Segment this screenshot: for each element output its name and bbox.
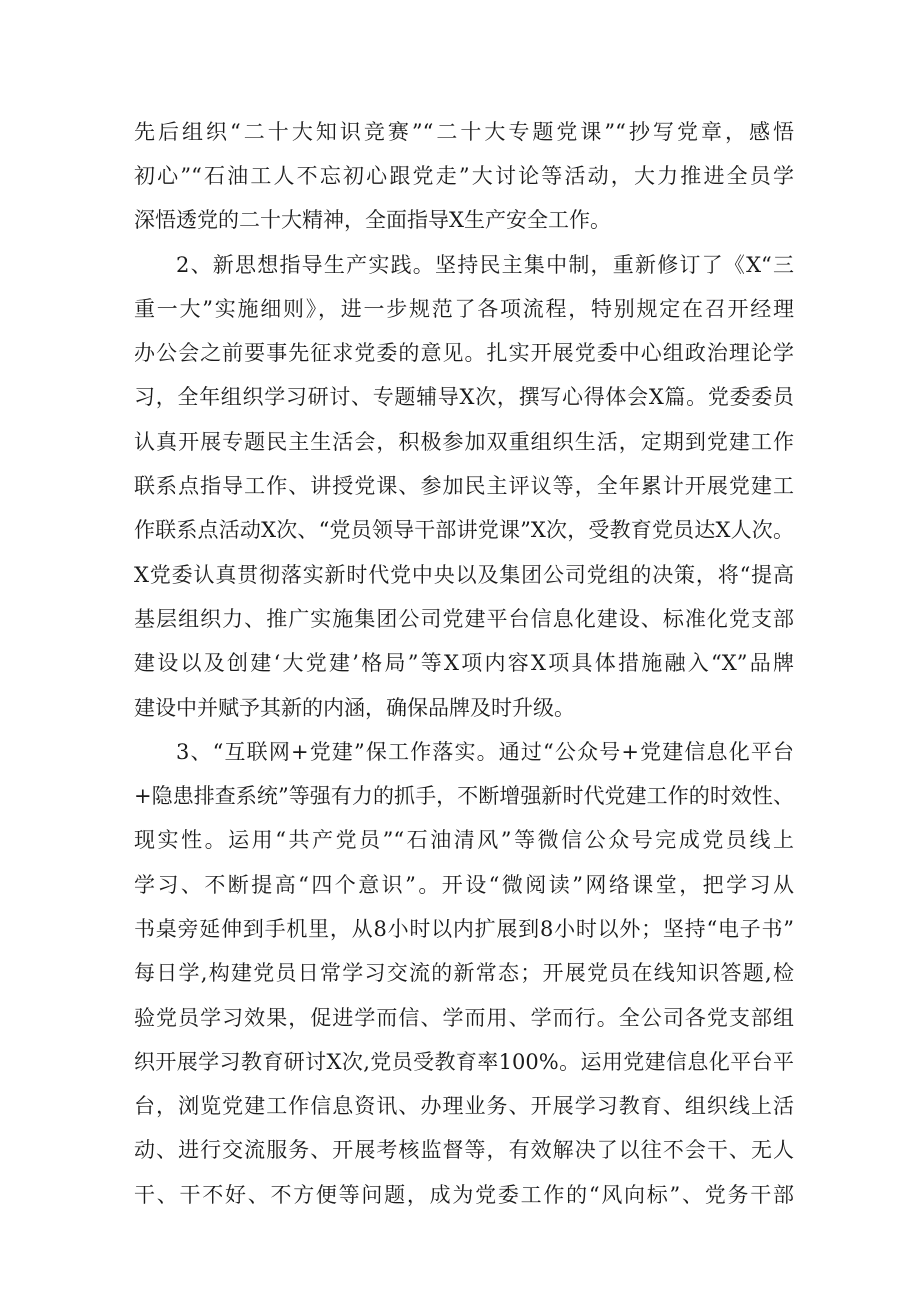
text-line: 动、进行交流服务、开展考核监督等，有效解决了以往不会干、无人 — [134, 1138, 794, 1162]
text-line: 联系点指导工作、讲授党课、参加民主评议等，全年累计开展党建工 — [134, 474, 794, 498]
text-line: 验党员学习效果，促进学而信、学而用、学而行。全公司各党支部组 — [134, 1006, 794, 1030]
text-line: 认真开展专题民主生活会，积极参加双重组织生活，定期到党建工作 — [134, 430, 794, 454]
text-line: X党委认真贯彻落实新时代党中央以及集团公司党组的决策，将“提高 — [134, 563, 794, 587]
text-line: 基层组织力、推广实施集团公司党建平台信息化建设、标准化党支部 — [134, 607, 794, 631]
text-line: 办公会之前要事先征求党委的意见。扎实开展党委中心组政治理论学 — [134, 341, 794, 365]
text-line: 建设中并赋予其新的内涵，确保品牌及时升级。 — [134, 696, 575, 720]
text-line: 建设以及创建‘大党建’格局”等X项内容X项具体措施融入“X”品牌 — [134, 651, 794, 675]
text-line: 作联系点活动X次、“党员领导干部讲党课”X次，受教育党员达X人次。 — [134, 518, 794, 542]
text-line: 现实性。运用“共产党员”“石油清风”等微信公众号完成党员线上 — [134, 828, 794, 852]
text-line: 台，浏览党建工作信息资讯、办理业务、开展学习教育、组织线上活 — [134, 1094, 794, 1118]
text-line: 初心”“石油工人不忘初心跟党走”大讨论等活动，大力推进全员学 — [134, 164, 794, 188]
text-line: 干、干不好、不方便等问题，成为党委工作的“风向标”、党务干部 — [134, 1183, 794, 1207]
text-line: 每日学,构建党员日常学习交流的新常态；开展党员在线知识答题,检 — [134, 961, 794, 985]
text-line: 重一大”实施细则》，进一步规范了各项流程，特别规定在召开经理 — [134, 297, 794, 321]
text-line: 书桌旁延伸到手机里，从8小时以内扩展到8小时以外；坚持“电子书” — [134, 917, 794, 941]
text-line: 织开展学习教育研讨X次,党员受教育率100%。运用党建信息化平台平 — [134, 1050, 794, 1074]
paragraph-2-heading-line: 2、新思想指导生产实践。坚持民主集中制，重新修订了《X“三 — [176, 253, 794, 277]
text-line: 学习、不断提高“四个意识”。开设“微阅读”网络课堂，把学习从 — [134, 873, 794, 897]
text-line: 先后组织“二十大知识竞赛”“二十大专题党课”“抄写党章，感悟 — [134, 120, 794, 144]
text-line: +隐患排查系统”等强有力的抓手，不断增强新时代党建工作的时效性、 — [134, 784, 794, 808]
text-line: 深悟透党的二十大精神，全面指导X生产安全工作。 — [134, 208, 611, 232]
paragraph-3-heading-line: 3、“互联网+党建”保工作落实。通过“公众号+党建信息化平台 — [176, 740, 794, 764]
text-line: 习，全年组织学习研讨、专题辅导X次，撰写心得体会X篇。党委委员 — [134, 385, 794, 409]
